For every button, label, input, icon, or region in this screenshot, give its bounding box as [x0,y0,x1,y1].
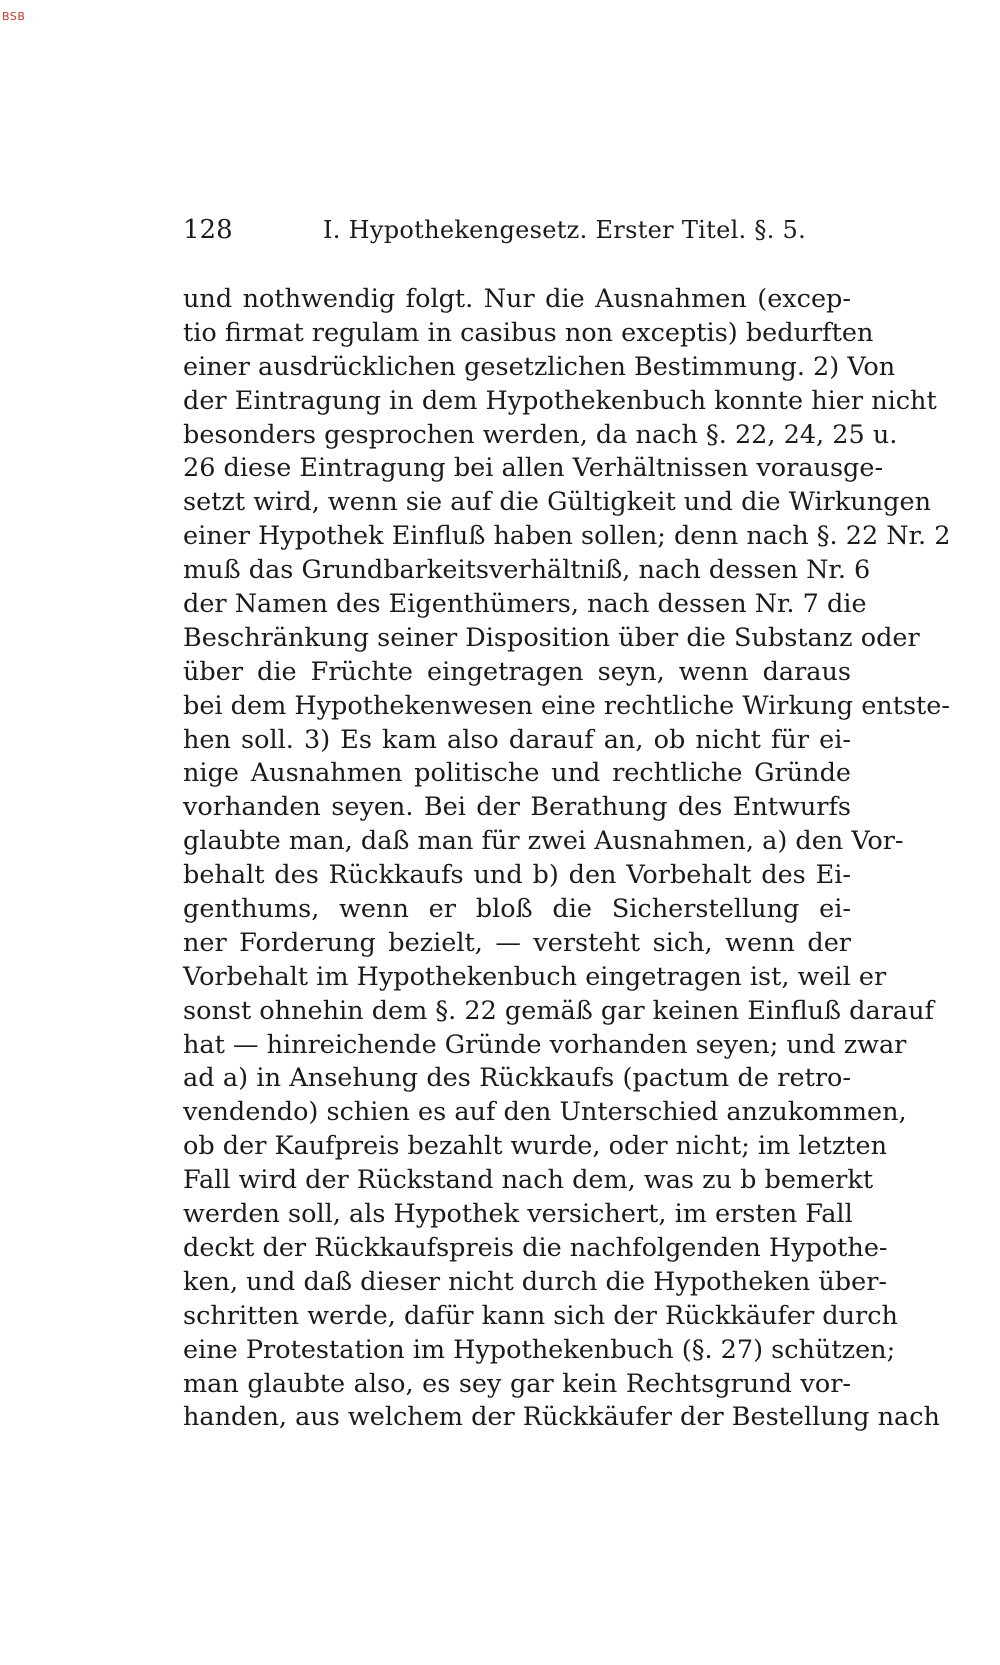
page-number: 128 [183,215,233,245]
text-line: besonders gesprochen werden, da nach §. 22, 24, 25 u. [183,419,898,450]
text-line: handen, aus welchem der Rückkäufer der Bestellung nach [183,1402,940,1433]
text-line: vorhanden seyen. Bei der Berathung des Entwurfs [183,792,851,823]
text-line: genthums, wenn er bloß die Sicherstellung ei- [183,894,851,925]
library-stamp: BSB [2,10,26,23]
text-line: der Eintragung in dem Hypothekenbuch konnte hier nicht [183,385,937,416]
text-line: ner Forderung bezielt, — versteht sich, wenn der [183,927,851,958]
running-title: I. Hypothekengesetz. Erster Titel. §. 5. [323,216,807,244]
running-head [183,210,851,250]
text-line: Fall wird der Rückstand nach dem, was zu b bemerkt [183,1165,874,1196]
text-line: und nothwendig folgt. Nur die Ausnahmen (excep- [183,284,851,314]
text-line: einer ausdrücklichen gesetzlichen Bestimmung. 2) Von [183,351,896,382]
text-line: glaubte man, daß man für zwei Ausnahmen, a) den Vor- [183,826,904,857]
text-line: schritten werde, dafür kann sich der Rückkäufer durch [183,1300,898,1331]
text-line: bei dem Hypothekenwesen eine rechtliche Wirkung entste- [183,690,950,721]
text-line: Beschränkung seiner Disposition über die Substanz oder [183,622,920,653]
text-line: über die Früchte eingetragen seyn, wenn daraus [183,656,851,687]
book-page [183,210,951,1435]
text-line: Vorbehalt im Hypothekenbuch eingetragen ist, weil er [183,961,887,992]
text-line: ad a) in Ansehung des Rückkaufs (pactum de retro- [183,1063,851,1094]
text-line: nige Ausnahmen politische und rechtliche Gründe [183,758,851,789]
text-line: hat — hinreichende Gründe vorhanden seyen; und zwar [183,1029,907,1060]
body-text [183,283,951,1435]
text-line: ob der Kaufpreis bezahlt wurde, oder nicht; im letzten [183,1131,888,1162]
text-line: werden soll, als Hypothek versichert, im ersten Fall [183,1199,853,1230]
text-line: vendendo) schien es auf den Unterschied anzukommen, [183,1097,907,1128]
text-line: setzt wird, wenn sie auf die Gültigkeit und die Wirkungen [183,487,931,518]
text-line: deckt der Rückkaufspreis die nachfolgenden Hypothe- [183,1232,888,1263]
text-line: hen soll. 3) Es kam also darauf an, ob nicht für ei- [183,724,851,755]
text-line: der Namen des Eigenthümers, nach dessen Nr. 7 die [183,589,867,620]
text-line: sonst ohnehin dem §. 22 gemäß gar keinen Einfluß darauf [183,995,934,1026]
text-line: 26 diese Eintragung bei allen Verhältnissen vorausge- [183,453,884,484]
text-line: man glaubte also, es sey gar kein Rechtsgrund vor- [183,1368,851,1399]
text-line: ken, und daß dieser nicht durch die Hypotheken über- [183,1266,888,1297]
text-line: muß das Grundbarkeitsverhältniß, nach dessen Nr. 6 [183,555,871,586]
text-line: einer Hypothek Einfluß haben sollen; denn nach §. 22 Nr. 2 [183,521,951,552]
text-line: eine Protestation im Hypothekenbuch (§. 27) schützen; [183,1334,896,1365]
text-line: behalt des Rückkaufs und b) den Vorbehalt des Ei- [183,860,851,891]
text-line: tio firmat regulam in casibus non exceptis) bedurften [183,317,874,348]
